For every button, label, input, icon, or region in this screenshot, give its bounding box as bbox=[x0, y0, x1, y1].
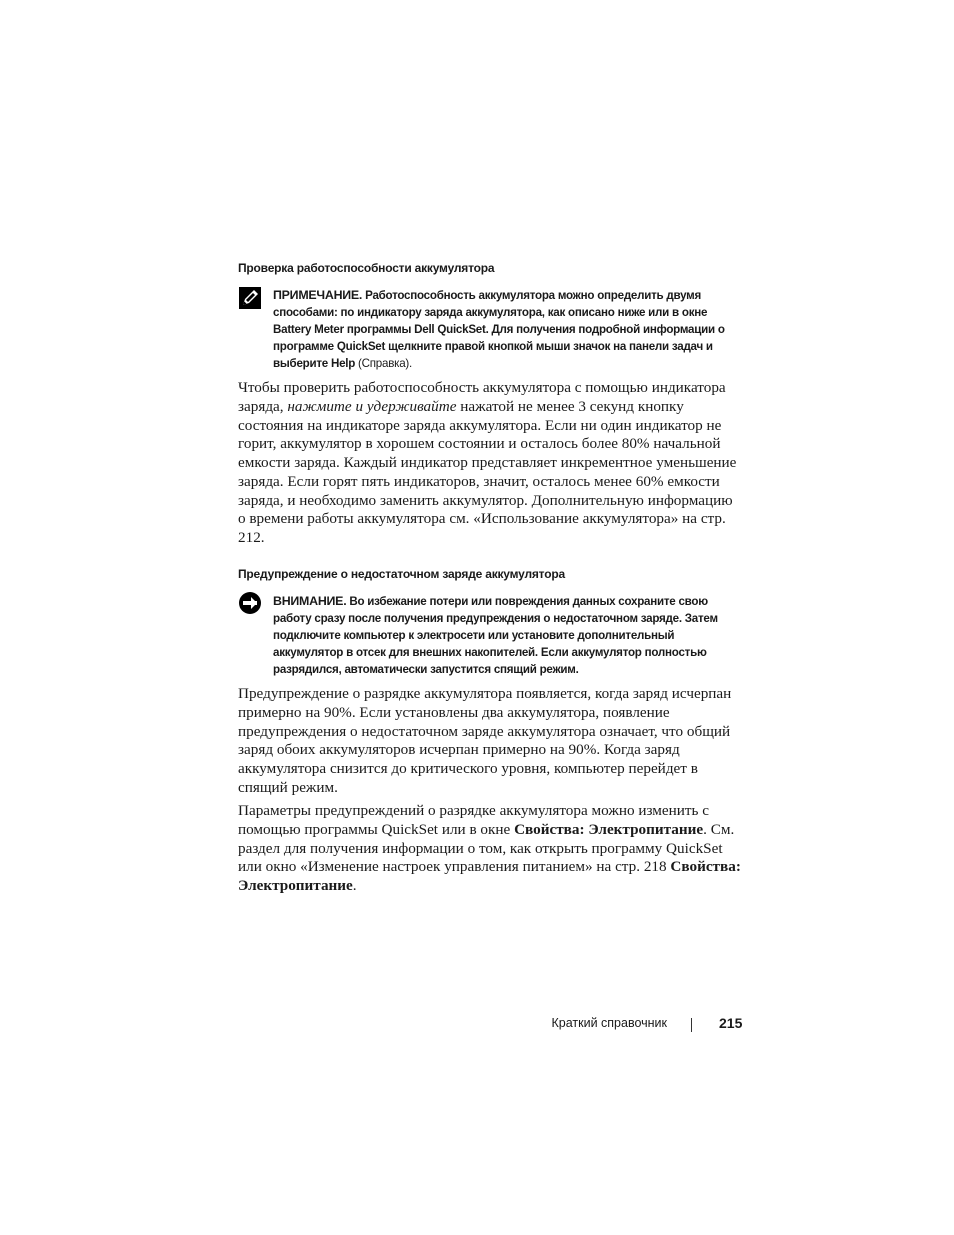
caution-circle-icon bbox=[238, 591, 262, 615]
para2-text-1: Параметры предупреждений о разрядке аккумулятора можно изменить с помощью программы QuickSet или в окне bbox=[238, 802, 709, 838]
para2-bold-2: Свойства: Электропитание bbox=[238, 858, 741, 894]
pencil-note-icon bbox=[238, 286, 262, 310]
section-heading-battery-check: Проверка работоспособности аккумулятора bbox=[238, 261, 495, 275]
note-body-2: (Справка). bbox=[355, 357, 412, 371]
notice-text bbox=[273, 593, 743, 678]
note-label: ПРИМЕЧАНИЕ. bbox=[273, 288, 363, 302]
para2-text-3: . bbox=[352, 877, 357, 894]
note-text bbox=[273, 287, 743, 372]
battery-check-paragraph bbox=[238, 379, 743, 548]
note-body-1: Работоспособность аккумулятора можно определить двумя способами: по индикатору заряда аккумулятора, как описано ниже или в окне Battery Meter программы Dell QuickSet. Для получения подробной информации о программе QuickSet щелкните правой кнопкой мыши значок на панели задач и выберите bbox=[273, 289, 725, 371]
footer-divider bbox=[691, 1018, 692, 1032]
para2-text-2: . См. раздел для получения информации о том, как открыть программу QuickSet или окно «Изменение настроек управления питанием» на стр. 218 bbox=[238, 820, 735, 876]
note-help-term: Help bbox=[330, 357, 356, 371]
notice-label: ВНИМАНИЕ. bbox=[273, 594, 347, 608]
low-battery-paragraph-1: Предупреждение о разрядке аккумулятора появляется, когда заряд исчерпан примерно на 90%. Если установлены два аккумулятора, появление предупреждения о недостаточном заряде аккумулятора означает, что общий заряд обоих аккумуляторов исчерпан примерно на 90%. Когда заряд аккумулятора снизится до критического уровня, компьютер перейдет в спящий режим. bbox=[238, 685, 732, 796]
para-text-1: Чтобы проверить работоспособность аккумулятора с помощью индикатора заряда, bbox=[238, 379, 726, 415]
notice-body: Во избежание потери или повреждения данных сохраните свою работу сразу после получения предупреждения о недостаточном заряде. Затем подключите компьютер к электросети или установите дополнительный аккумулятор в отсек для внешних накопителей. Если аккумулятор полностью разрядился, автоматически запустится спящий режим. bbox=[273, 595, 718, 677]
page-number: 215 bbox=[719, 1015, 743, 1031]
para-text-2: нажатой не менее 3 секунд кнопку состояния на индикаторе заряда аккумулятора. Если ни один индикатор не горит, аккумулятор в хорошем состоянии и осталось более 80% начальной емкости заряда. Каждый индикатор представляет инкрементное уменьшение заряда. Если горят пять индикаторов, значит, осталось менее 60% емкости заряда, и необходимо заменить аккумулятор. Дополнительную информацию о времени работы аккумулятора см. «Использование аккумулятора» на стр. 212. bbox=[238, 397, 737, 546]
para2-bold-1: Свойства: Электропитание bbox=[514, 820, 704, 838]
section-heading-low-battery: Предупреждение о недостаточном заряде аккумулятора bbox=[238, 567, 565, 581]
low-battery-paragraph-2 bbox=[238, 802, 743, 896]
footer-section-title: Краткий справочник bbox=[551, 1016, 667, 1030]
page-footer bbox=[0, 1016, 954, 1036]
para-italic-term: нажмите и удерживайте bbox=[287, 397, 457, 415]
